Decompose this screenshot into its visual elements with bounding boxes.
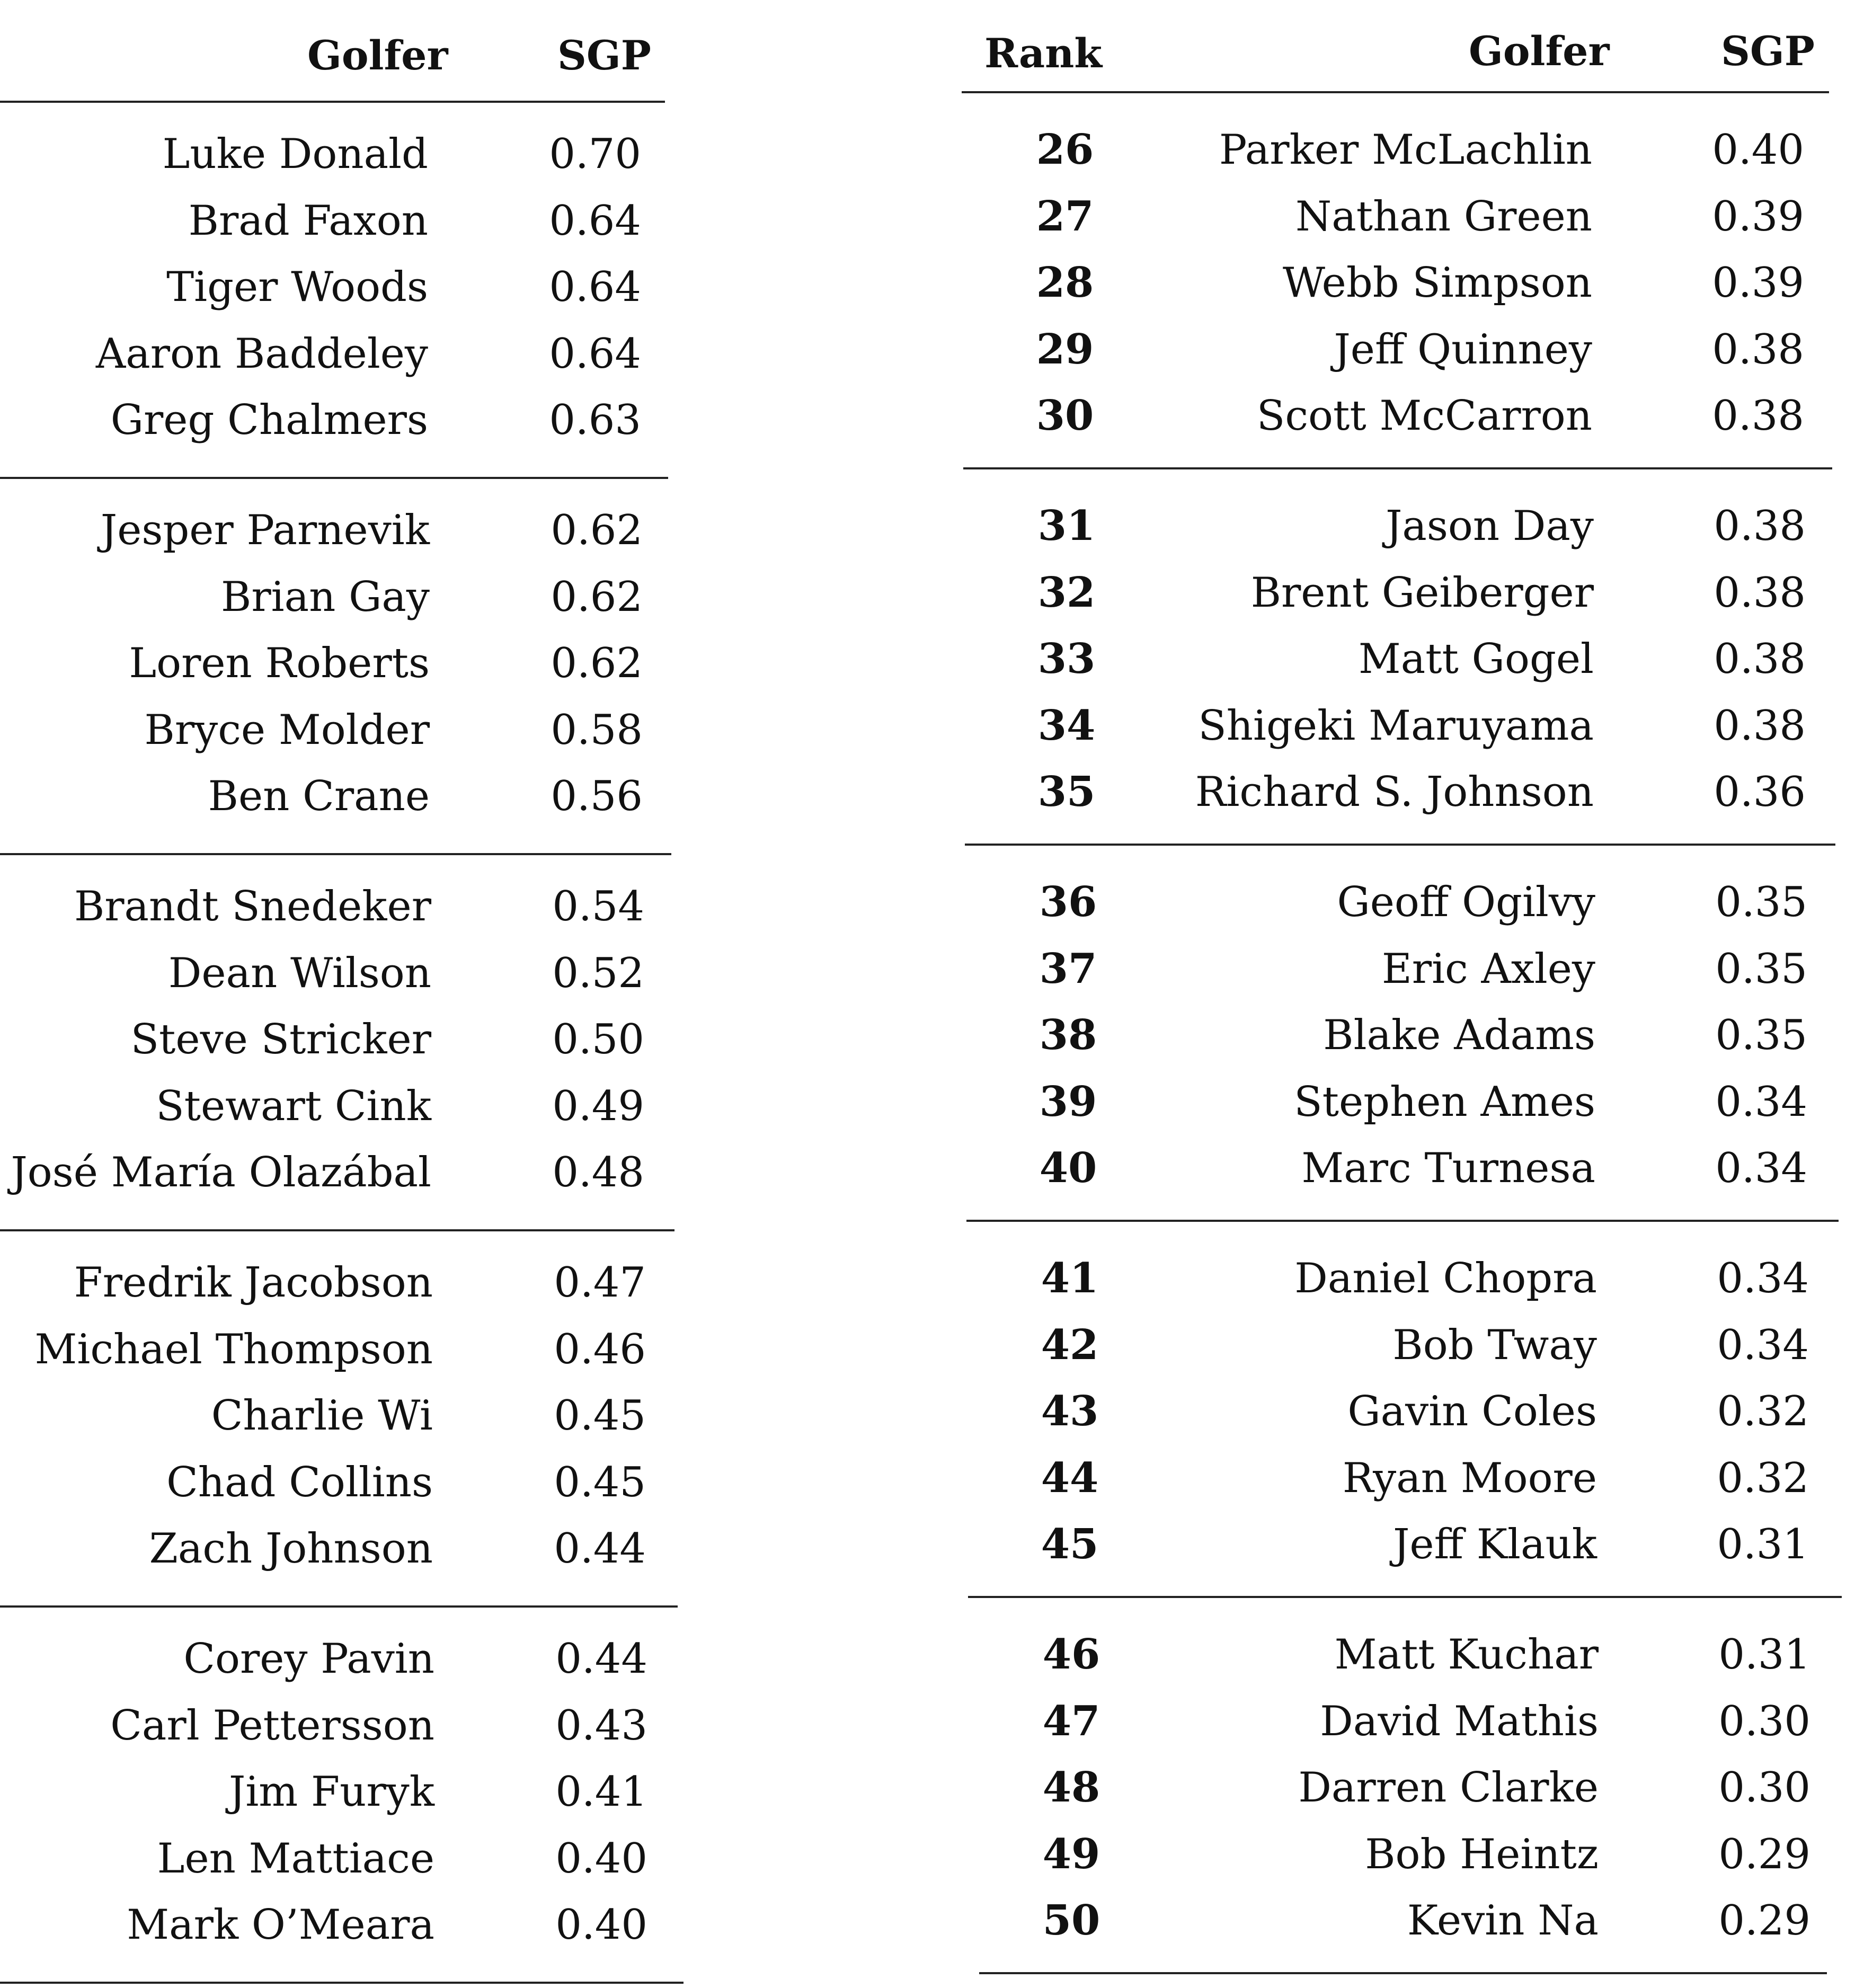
sgp-value: 0.34 [1717,1255,1809,1302]
golfer-column-header: Golfer [307,32,448,79]
golfer-name: Zach Johnson [149,1525,433,1573]
sgp-value: 0.64 [549,263,641,311]
golfer-name: Gavin Coles [1347,1388,1597,1435]
rank-number: 49 [1042,1830,1100,1878]
rank-number: 29 [1036,325,1094,374]
group-divider [962,91,1829,93]
group-divider [979,1972,1827,1974]
golfer-name: Brad Faxon [188,197,428,245]
sgp-value: 0.38 [1712,325,1804,374]
rank-number: 41 [1041,1254,1099,1302]
sgp-value: 0.38 [1714,702,1806,750]
sgp-value: 0.45 [554,1458,646,1506]
golfer-name: Jeff Quinney [1334,325,1592,374]
rank-number: 26 [1036,126,1094,174]
group-divider [0,1982,684,1984]
golfer-name: Carl Pettersson [110,1701,434,1750]
golfer-name: Brian Gay [221,573,430,621]
rank-number: 31 [1037,502,1096,550]
rank-number: 30 [1036,392,1094,440]
sgp-value: 0.44 [555,1635,647,1683]
sgp-value: 0.46 [554,1325,646,1373]
group-divider [965,844,1835,846]
rank-number: 39 [1039,1077,1097,1126]
sgp-value: 0.64 [549,330,641,378]
sgp-value: 0.34 [1717,1321,1809,1369]
golfer-name: Jeff Klauk [1393,1521,1597,1568]
rank-number: 28 [1036,259,1094,307]
sgp-value: 0.34 [1715,1078,1807,1126]
sgp-value: 0.50 [552,1016,644,1063]
sgp-value: 0.41 [555,1768,647,1816]
golfer-name: Steve Stricker [130,1016,431,1063]
golfer-name: Tiger Woods [166,263,428,311]
golfer-name: Nathan Green [1295,192,1592,241]
rank-number: 27 [1036,192,1094,241]
sgp-value: 0.30 [1718,1764,1810,1812]
group-divider [0,101,665,103]
group-divider [966,1220,1839,1222]
sgp-value: 0.38 [1714,635,1806,683]
golfer-name: Kevin Na [1407,1897,1599,1945]
sgp-value: 0.58 [551,706,643,754]
sgp-value: 0.40 [1712,126,1804,174]
rank-column-header: Rank [984,30,1103,77]
sgp-value: 0.40 [555,1901,647,1949]
golfer-name: Daniel Chopra [1294,1255,1597,1302]
golfer-name: Bob Heintz [1365,1830,1599,1878]
sgp-value: 0.63 [549,396,641,444]
golfer-name: Mark O’Meara [127,1901,434,1949]
sgp-value: 0.38 [1712,392,1804,440]
sgp-value: 0.40 [555,1834,647,1883]
rank-number: 36 [1039,878,1097,926]
rank-number: 45 [1041,1520,1099,1568]
rank-number: 43 [1041,1387,1099,1435]
sgp-value: 0.48 [552,1149,644,1196]
golfer-name: Blake Adams [1323,1011,1595,1059]
sgp-value: 0.47 [554,1259,646,1307]
golfer-name: Geoff Ogilvy [1337,878,1595,926]
sgp-value: 0.39 [1712,259,1804,307]
golfer-name: Richard S. Johnson [1195,768,1594,816]
sgp-value: 0.31 [1717,1521,1809,1568]
golfer-name: Matt Kuchar [1334,1631,1599,1679]
rank-number: 42 [1041,1320,1099,1369]
rank-number: 48 [1042,1763,1100,1812]
golfer-name: Shigeki Maruyama [1198,702,1594,750]
golfer-column-header: Golfer [1469,28,1610,75]
golfer-name: Loren Roberts [129,640,430,687]
sgp-column-header: SGP [557,32,651,79]
golfer-name: Michael Thompson [34,1325,433,1373]
sgp-value: 0.29 [1718,1830,1810,1878]
rank-number: 50 [1042,1896,1100,1945]
golfer-name: Eric Axley [1381,945,1595,993]
golfer-name: Scott McCarron [1256,392,1592,440]
golfer-name: Len Mattiace [157,1834,434,1883]
sgp-value: 0.32 [1717,1388,1809,1435]
golfer-name: Parker McLachlin [1219,126,1592,174]
sgp-value: 0.56 [551,773,643,820]
group-divider [0,1605,678,1608]
sgp-value: 0.38 [1714,502,1806,550]
rank-number: 33 [1037,635,1096,683]
rank-number: 34 [1037,701,1096,750]
golfer-name: Charlie Wi [211,1392,433,1440]
group-divider [0,853,671,855]
sgp-value: 0.62 [551,640,643,687]
rank-number: 38 [1039,1011,1097,1059]
sgp-value: 0.70 [549,130,641,178]
group-divider [0,1229,674,1231]
rank-number: 47 [1042,1697,1100,1745]
golfer-name: Bryce Molder [144,706,430,754]
golfer-name: Chad Collins [166,1458,433,1506]
sgp-value: 0.44 [554,1525,646,1573]
group-divider [968,1596,1842,1598]
sgp-value: 0.62 [551,573,643,621]
golfer-name: Marc Turnesa [1301,1144,1595,1192]
sgp-value: 0.29 [1718,1897,1810,1945]
golfer-name: Matt Gogel [1358,635,1594,683]
sgp-value: 0.35 [1715,945,1807,993]
sgp-value: 0.35 [1715,878,1807,926]
golfer-name: Darren Clarke [1298,1764,1599,1812]
golfer-name: Bob Tway [1392,1321,1597,1369]
golfer-name: Dean Wilson [168,949,431,997]
golfer-name: Aaron Baddeley [95,330,428,378]
sgp-value: 0.64 [549,197,641,245]
sgp-value: 0.36 [1714,768,1806,816]
sgp-value: 0.45 [554,1392,646,1440]
rank-number: 46 [1042,1630,1100,1679]
golfer-name: Greg Chalmers [110,396,428,444]
golfer-name: Stephen Ames [1294,1078,1595,1126]
rank-number: 35 [1037,768,1096,816]
sgp-value: 0.62 [551,507,643,554]
golfer-name: Jason Day [1386,502,1594,550]
golfer-name: Ben Crane [208,773,430,820]
sgp-value: 0.39 [1712,192,1804,241]
golfer-name: Brandt Snedeker [74,883,431,930]
golfer-name: Luke Donald [162,130,428,178]
golfer-name: Stewart Cink [156,1082,431,1130]
golfer-name: Webb Simpson [1282,259,1592,307]
sgp-value: 0.31 [1718,1631,1810,1679]
sgp-value: 0.35 [1715,1011,1807,1059]
golfer-name: José María Olazábal [11,1149,431,1196]
golfer-name: David Mathis [1320,1697,1599,1745]
sgp-value: 0.34 [1715,1144,1807,1192]
golfer-name: Ryan Moore [1342,1454,1597,1502]
group-divider [963,467,1832,469]
golfer-name: Jesper Parnevik [100,507,430,554]
rank-number: 37 [1039,944,1097,993]
sgp-value: 0.49 [552,1082,644,1130]
sgp-value: 0.32 [1717,1454,1809,1502]
golfer-name: Fredrik Jacobson [74,1259,433,1307]
golfer-name: Brent Geiberger [1250,569,1594,617]
rank-number: 32 [1037,568,1096,617]
sgp-value: 0.38 [1714,569,1806,617]
golfer-name: Corey Pavin [183,1635,434,1683]
sgp-value: 0.30 [1718,1697,1810,1745]
rank-number: 44 [1041,1453,1099,1502]
sgp-value: 0.52 [552,949,644,997]
sgp-column-header: SGP [1721,28,1815,75]
rank-number: 40 [1039,1144,1097,1192]
golfer-name: Jim Furyk [229,1768,434,1816]
sgp-value: 0.54 [552,883,644,930]
sgp-value: 0.43 [555,1701,647,1750]
group-divider [0,477,668,479]
